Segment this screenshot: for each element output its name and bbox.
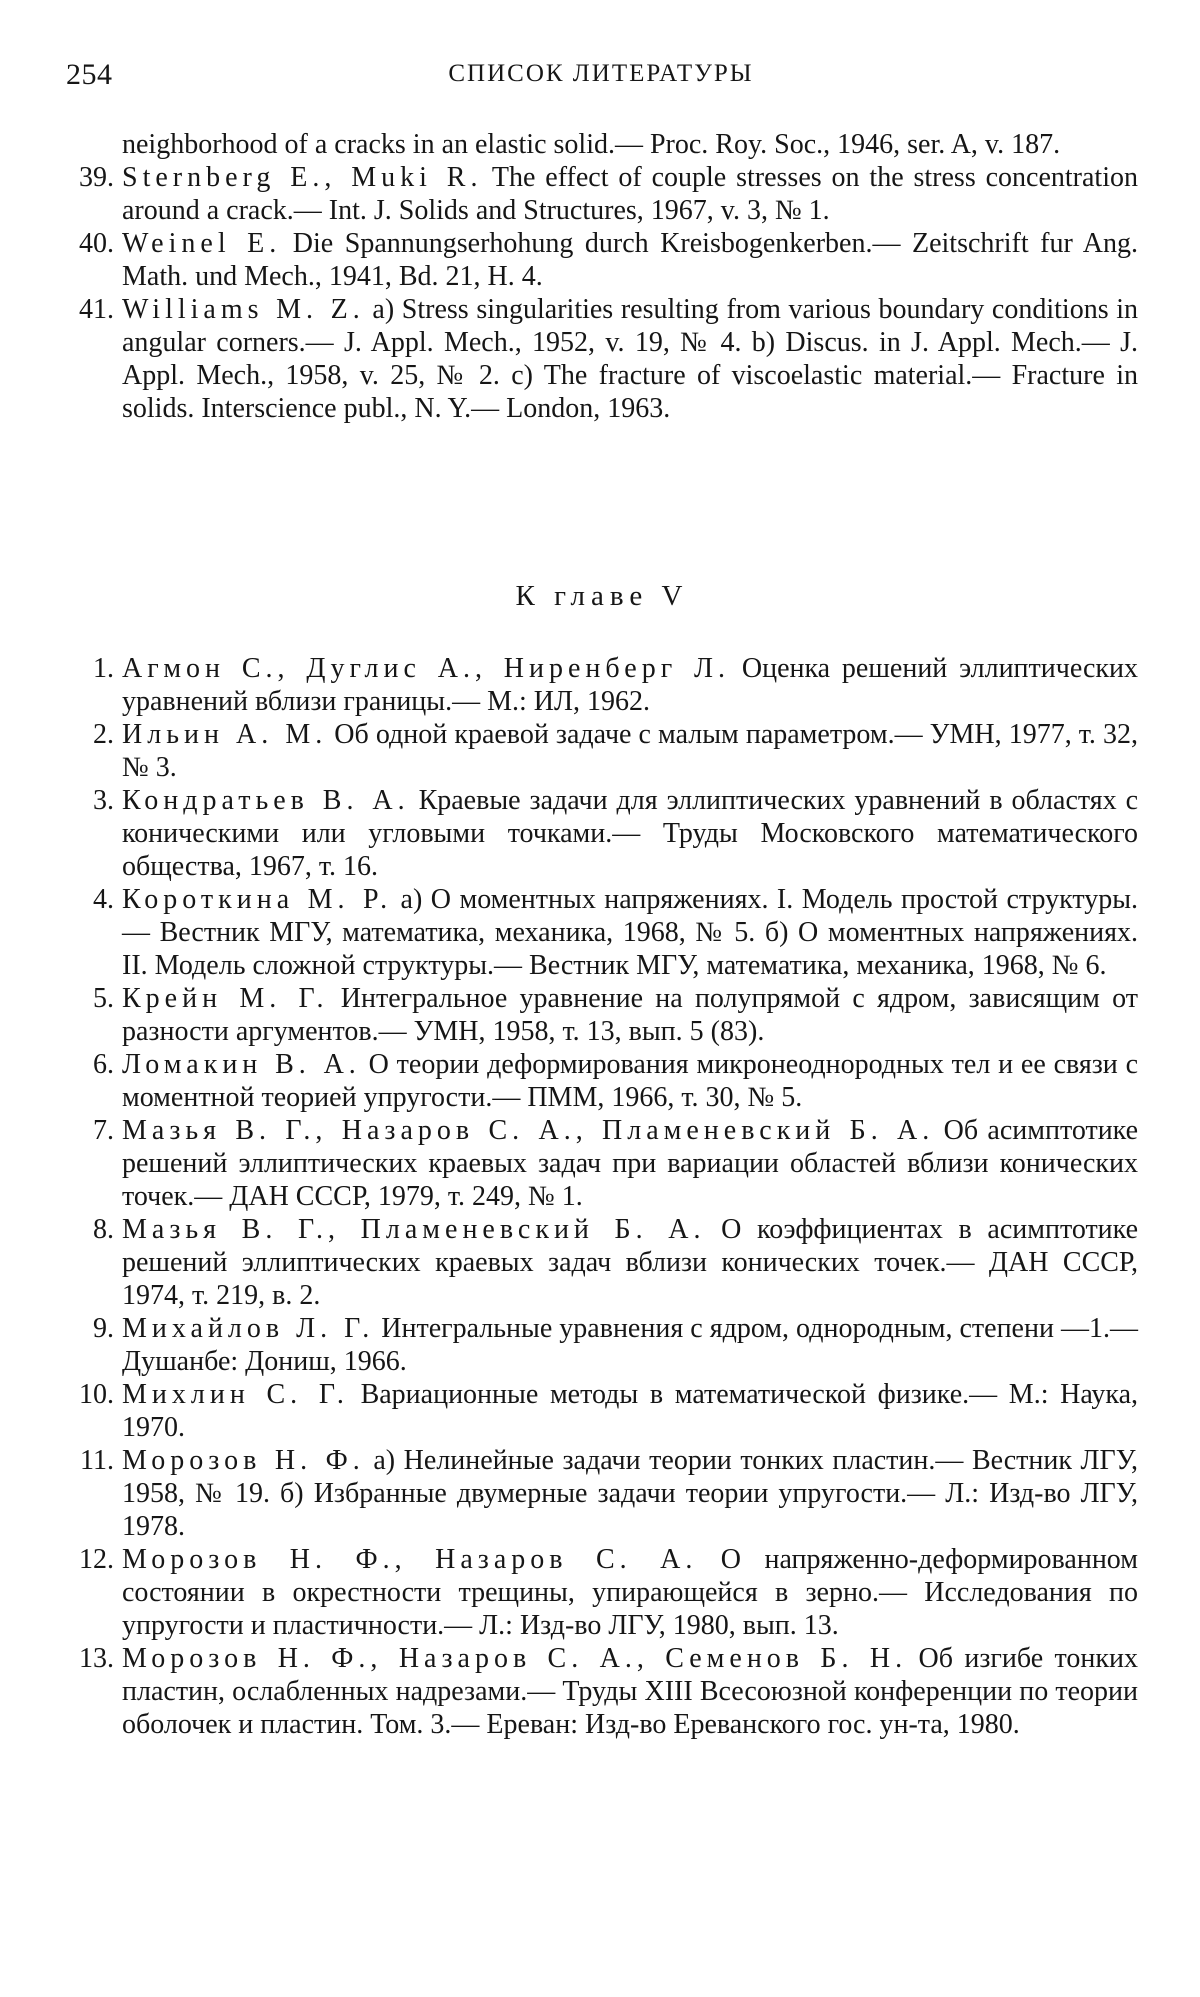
reference-item (66, 883, 1138, 982)
reference-author: Морозов Н. Ф., Назаров С. А. (122, 1544, 698, 1575)
reference-body (122, 1114, 1138, 1213)
reference-text: Интегральные уравнения с ядром, однородным, степени —1.— Душанбе: Дониш, 1966. (122, 1313, 1138, 1377)
reference-item (66, 1642, 1138, 1741)
reference-body (122, 718, 1138, 784)
reference-item (66, 293, 1138, 425)
reference-body (122, 1642, 1138, 1741)
reference-body (122, 1312, 1138, 1378)
reference-number: 8. (93, 1214, 114, 1245)
reference-text: О напряженно-деформированном состоянии в окрестности трещины, упирающейся в зерно.— Исследования по упругости и пластичности.— Л.: Изд-во ЛГУ, 1980, вып. 13. (122, 1544, 1138, 1641)
reference-text: Об изгибе тонких пластин, ослабленных надрезами.— Труды XIII Всесоюзной конференции по теории оболочек и пластин. Том. 3.— Ереван: Изд-во Ереванского гос. ун-та, 1980. (122, 1643, 1138, 1740)
continued-reference-list (66, 128, 1138, 425)
reference-item (66, 982, 1138, 1048)
reference-body (122, 1213, 1138, 1312)
reference-item (66, 1378, 1138, 1444)
reference-author: Короткина М. Р. (122, 884, 393, 915)
running-title: СПИСОК ЛИТЕРАТУРЫ (448, 60, 754, 87)
page-number: 254 (66, 58, 113, 91)
reference-number: 41. (79, 294, 114, 325)
reference-body (122, 982, 1138, 1048)
reference-item (66, 718, 1138, 784)
reference-text: Краевые задачи для эллиптических уравнений в областях с коническими или угловыми точками.— Труды Московского математического общества, 1967, т. 16. (122, 785, 1138, 882)
reference-author: Агмон С., Дуглис А., Ниренберг Л. (122, 653, 731, 684)
reference-text: Интегральное уравнение на полупрямой с ядром, зависящим от разности аргументов.— УМН, 1958, т. 13, вып. 5 (83). (122, 983, 1138, 1047)
reference-author: Мазья В. Г., Назаров С. А., Пламеневский Б. А. (122, 1115, 935, 1146)
page-header (66, 58, 1136, 98)
reference-body (122, 784, 1138, 883)
reference-number: 12. (79, 1544, 114, 1575)
reference-body (122, 293, 1138, 425)
reference-item (66, 1213, 1138, 1312)
reference-item (66, 161, 1138, 227)
reference-author: Ломакин В. А. (122, 1049, 361, 1080)
reference-body (122, 128, 1138, 161)
reference-text: Die Spannungserhohung durch Kreisbogenkerben.— Zeitschrift fur Ang. Math. und Mech., 1941, Bd. 21, H. 4. (122, 228, 1139, 292)
reference-text: Оценка решений эллиптических уравнений вблизи границы.— М.: ИЛ, 1962. (122, 653, 1138, 717)
reference-text: Об асимптотике решений эллиптических краевых задач при вариации областей вблизи конических точек.— ДАН СССР, 1979, т. 249, № 1. (122, 1115, 1139, 1212)
reference-body (122, 1444, 1138, 1543)
reference-author: Морозов Н. Ф. (122, 1445, 365, 1476)
reference-number: 40. (79, 228, 114, 259)
reference-text: a) Stress singularities resulting from various boundary conditions in angular corners.— J. Appl. Mech., 1952, v. 19, № 4. b) Discus. in J. Appl. Mech.— J. Appl. Mech., 1958, v. 25, № 2. c) The fracture of viscoelastic material.— Fracture in solids. Interscience publ., N. Y.— London, 1963. (122, 294, 1139, 424)
reference-author: Мазья В. Г., Пламеневский Б. А. (122, 1214, 706, 1245)
chapter-reference-list (66, 652, 1138, 1741)
reference-item (66, 1543, 1138, 1642)
section-heading: К главе V (515, 580, 689, 612)
reference-body (122, 1048, 1138, 1114)
reference-item (66, 784, 1138, 883)
reference-text: Вариационные методы в математической физике.— М.: Наука, 1970. (122, 1379, 1138, 1443)
reference-text: О теории деформирования микронеоднородных тел и ее связи с моментной теорией упругости.— ПММ, 1966, т. 30, № 5. (122, 1049, 1139, 1113)
reference-body (122, 1378, 1138, 1444)
reference-body (122, 161, 1138, 227)
reference-author: Михлин С. Г. (122, 1379, 349, 1410)
reference-item (66, 652, 1138, 718)
reference-number: 13. (79, 1643, 114, 1674)
reference-number: 2. (93, 719, 114, 750)
reference-body (122, 652, 1138, 718)
reference-item (66, 1312, 1138, 1378)
reference-item (66, 1444, 1138, 1543)
reference-number: 7. (93, 1115, 114, 1146)
reference-number: 1. (93, 653, 114, 684)
reference-number: 3. (93, 785, 114, 816)
reference-number: 6. (93, 1049, 114, 1080)
reference-author: Sternberg E., Muki R. (122, 162, 483, 193)
reference-author: Крейн М. Г. (122, 983, 329, 1014)
reference-item (66, 227, 1138, 293)
reference-author: Кондратьев В. А. (122, 785, 410, 816)
reference-number: 39. (79, 162, 114, 193)
reference-item (66, 128, 1138, 161)
reference-number: 9. (93, 1313, 114, 1344)
reference-item (66, 1048, 1138, 1114)
reference-author: Ильин А. М. (122, 719, 328, 750)
reference-text: The effect of couple stresses on the stress concentration around a crack.— Int. J. Solids and Structures, 1967, v. 3, № 1. (122, 162, 1138, 226)
reference-text: а) О моментных напряжениях. I. Модель простой структуры.— Вестник МГУ, математика, механика, 1968, № 5. б) О моментных напряжениях. II. Модель сложной структуры.— Вестник МГУ, математика, механика, 1968, № 6. (122, 884, 1139, 981)
reference-text: а) Нелинейные задачи теории тонких пластин.— Вестник ЛГУ, 1958, № 19. б) Избранные двумерные задачи теории упругости.— Л.: Изд-во ЛГУ, 1978. (122, 1445, 1138, 1542)
reference-number: 10. (79, 1379, 114, 1410)
reference-body (122, 1543, 1138, 1642)
reference-number: 11. (80, 1445, 114, 1476)
reference-author: Морозов Н. Ф., Назаров С. А., Семенов Б. Н. (122, 1643, 908, 1674)
reference-author: Weinel E. (122, 228, 282, 259)
reference-author: Михайлов Л. Г. (122, 1313, 375, 1344)
reference-number: 4. (93, 884, 114, 915)
reference-body (122, 227, 1138, 293)
reference-text: О коэффициентах в асимптотике решений эллиптических краевых задач вблизи конических точек.— ДАН СССР, 1974, т. 219, в. 2. (122, 1214, 1139, 1311)
reference-body (122, 883, 1138, 982)
reference-author: Williams M. Z. (122, 294, 365, 325)
reference-item (66, 1114, 1138, 1213)
reference-number: 5. (93, 983, 114, 1014)
reference-text: neighborhood of a cracks in an elastic solid.— Proc. Roy. Soc., 1946, ser. A, v. 187. (122, 129, 1061, 160)
reference-text: Об одной краевой задаче с малым параметром.— УМН, 1977, т. 32, № 3. (122, 719, 1138, 783)
